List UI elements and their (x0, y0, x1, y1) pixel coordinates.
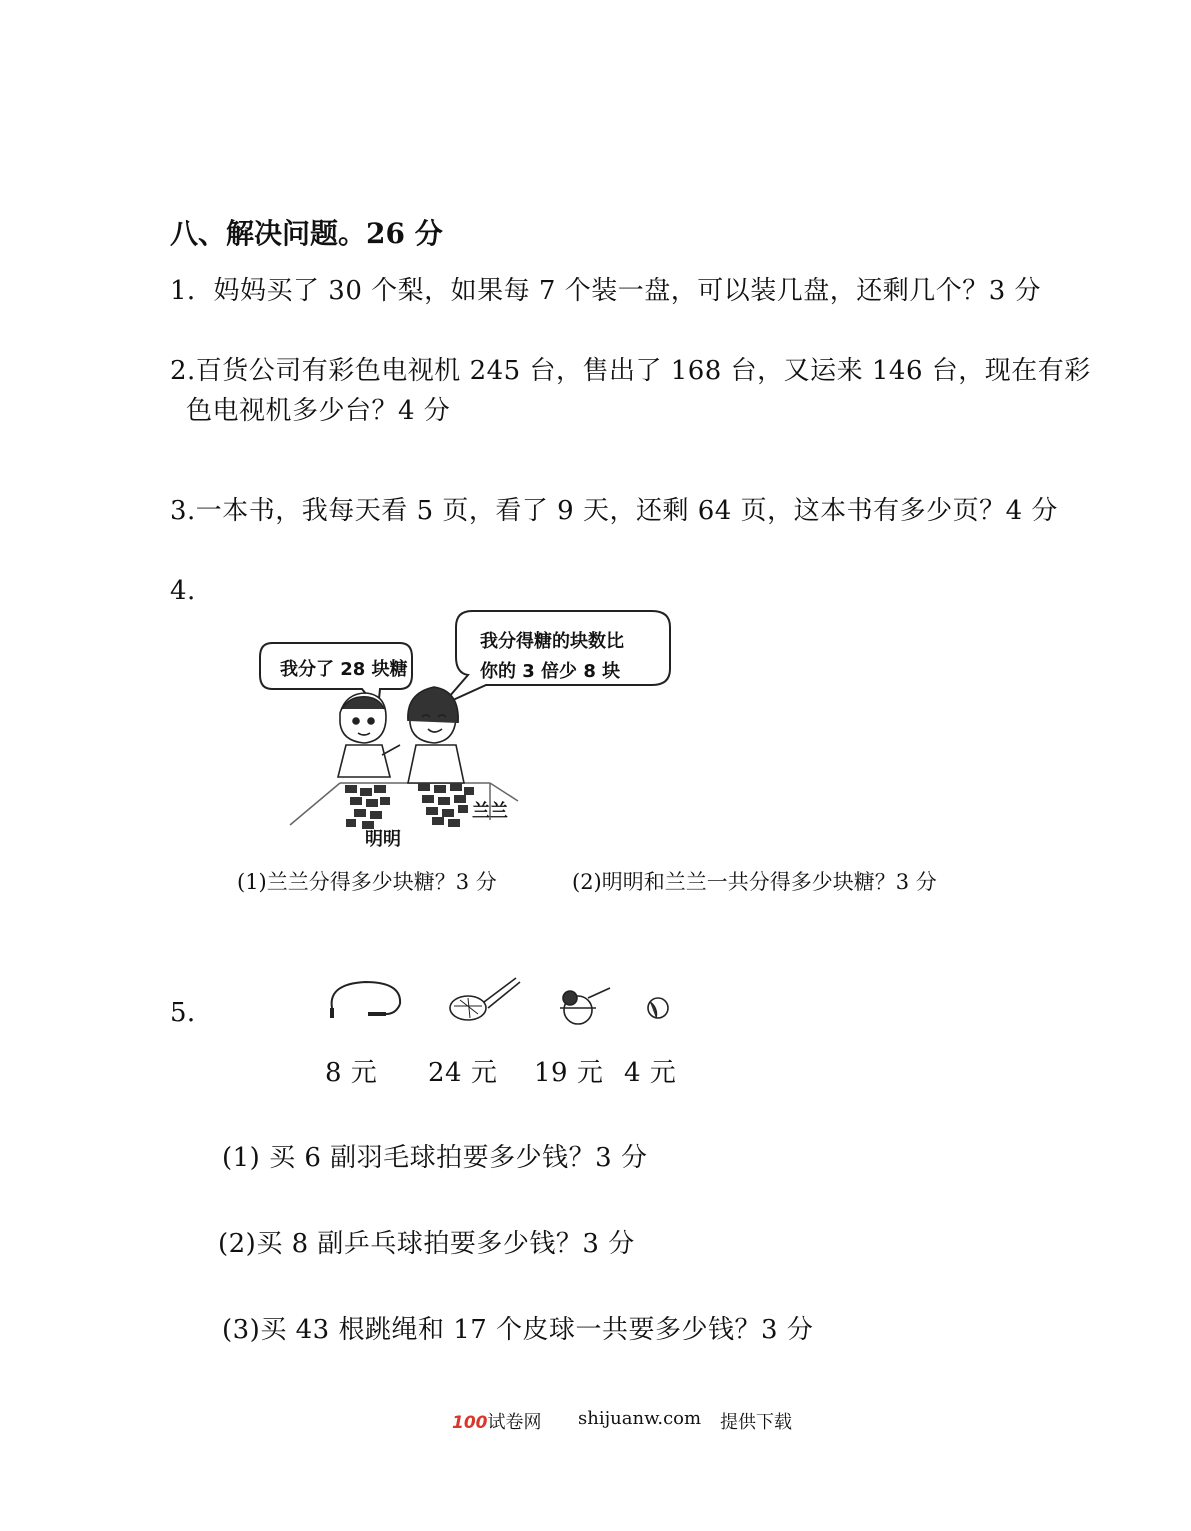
question-2-line-2: 色电视机多少台？4 分 (186, 396, 451, 426)
sports-items-svg (320, 970, 740, 1030)
candy-illustration (250, 605, 680, 855)
footer-logo-mark: 100 (452, 1413, 488, 1433)
footer-site-name: 试卷网 (487, 1412, 542, 1433)
question-1: 1．妈妈买了 30 个梨，如果每 7 个装一盘，可以装几盘，还剩几个？3 分 (170, 276, 1042, 306)
boy-name-label: 明明 (365, 829, 401, 850)
ping-pong-paddle-icon (560, 988, 610, 1024)
question-5-sub-1: (1) 买 6 副羽毛球拍要多少钱？3 分 (222, 1143, 648, 1173)
speech-bubble-right-text-1: 我分得糖的块数比 (480, 631, 624, 652)
question-4-sub-2: (2)明明和兰兰一共分得多少块糖？3 分 (572, 870, 937, 894)
price-ping-pong-paddle: 19 元 (534, 1058, 604, 1088)
price-jump-rope: 8 元 (325, 1058, 378, 1088)
candy-pile-boy (345, 785, 390, 829)
section-title: 八、解决问题。26 分 (170, 217, 443, 250)
girl-name-label: 兰兰 (472, 801, 508, 822)
speech-bubble-left-text: 我分了 28 块糖 (280, 659, 408, 680)
question-4-sub-1: (1)兰兰分得多少块糖？3 分 (237, 870, 497, 894)
badminton-racket-icon (450, 978, 520, 1020)
question-4-number: 4. (170, 576, 196, 606)
speech-bubble-right-text-2: 你的 3 倍少 8 块 (480, 661, 621, 682)
price-badminton-racket: 24 元 (428, 1058, 498, 1088)
sports-items-row (320, 970, 740, 1030)
question-5-sub-3: (3)买 43 根跳绳和 17 个皮球一共要多少钱？3 分 (222, 1315, 814, 1345)
footer-note: 提供下载 (720, 1412, 792, 1433)
girl-figure (408, 687, 464, 783)
question-2-line-1: 2.百货公司有彩色电视机 245 台，售出了 168 台，又运来 146 台，现在有彩 (170, 356, 1091, 386)
question-5-sub-2: (2)买 8 副乒乓球拍要多少钱？3 分 (218, 1229, 635, 1259)
footer-domain[interactable]: shijuanw.com (578, 1408, 702, 1429)
boy-figure (338, 693, 400, 777)
question-5-number: 5． (170, 998, 214, 1028)
jump-rope-icon (332, 982, 400, 1018)
footer-brand (452, 1408, 542, 1434)
candy-pile-girl (418, 783, 474, 827)
price-ball: 4 元 (624, 1058, 677, 1088)
question-3: 3.一本书，我每天看 5 页，看了 9 天，还剩 64 页，这本书有多少页？4 分 (170, 496, 1058, 526)
ball-icon (648, 998, 668, 1018)
